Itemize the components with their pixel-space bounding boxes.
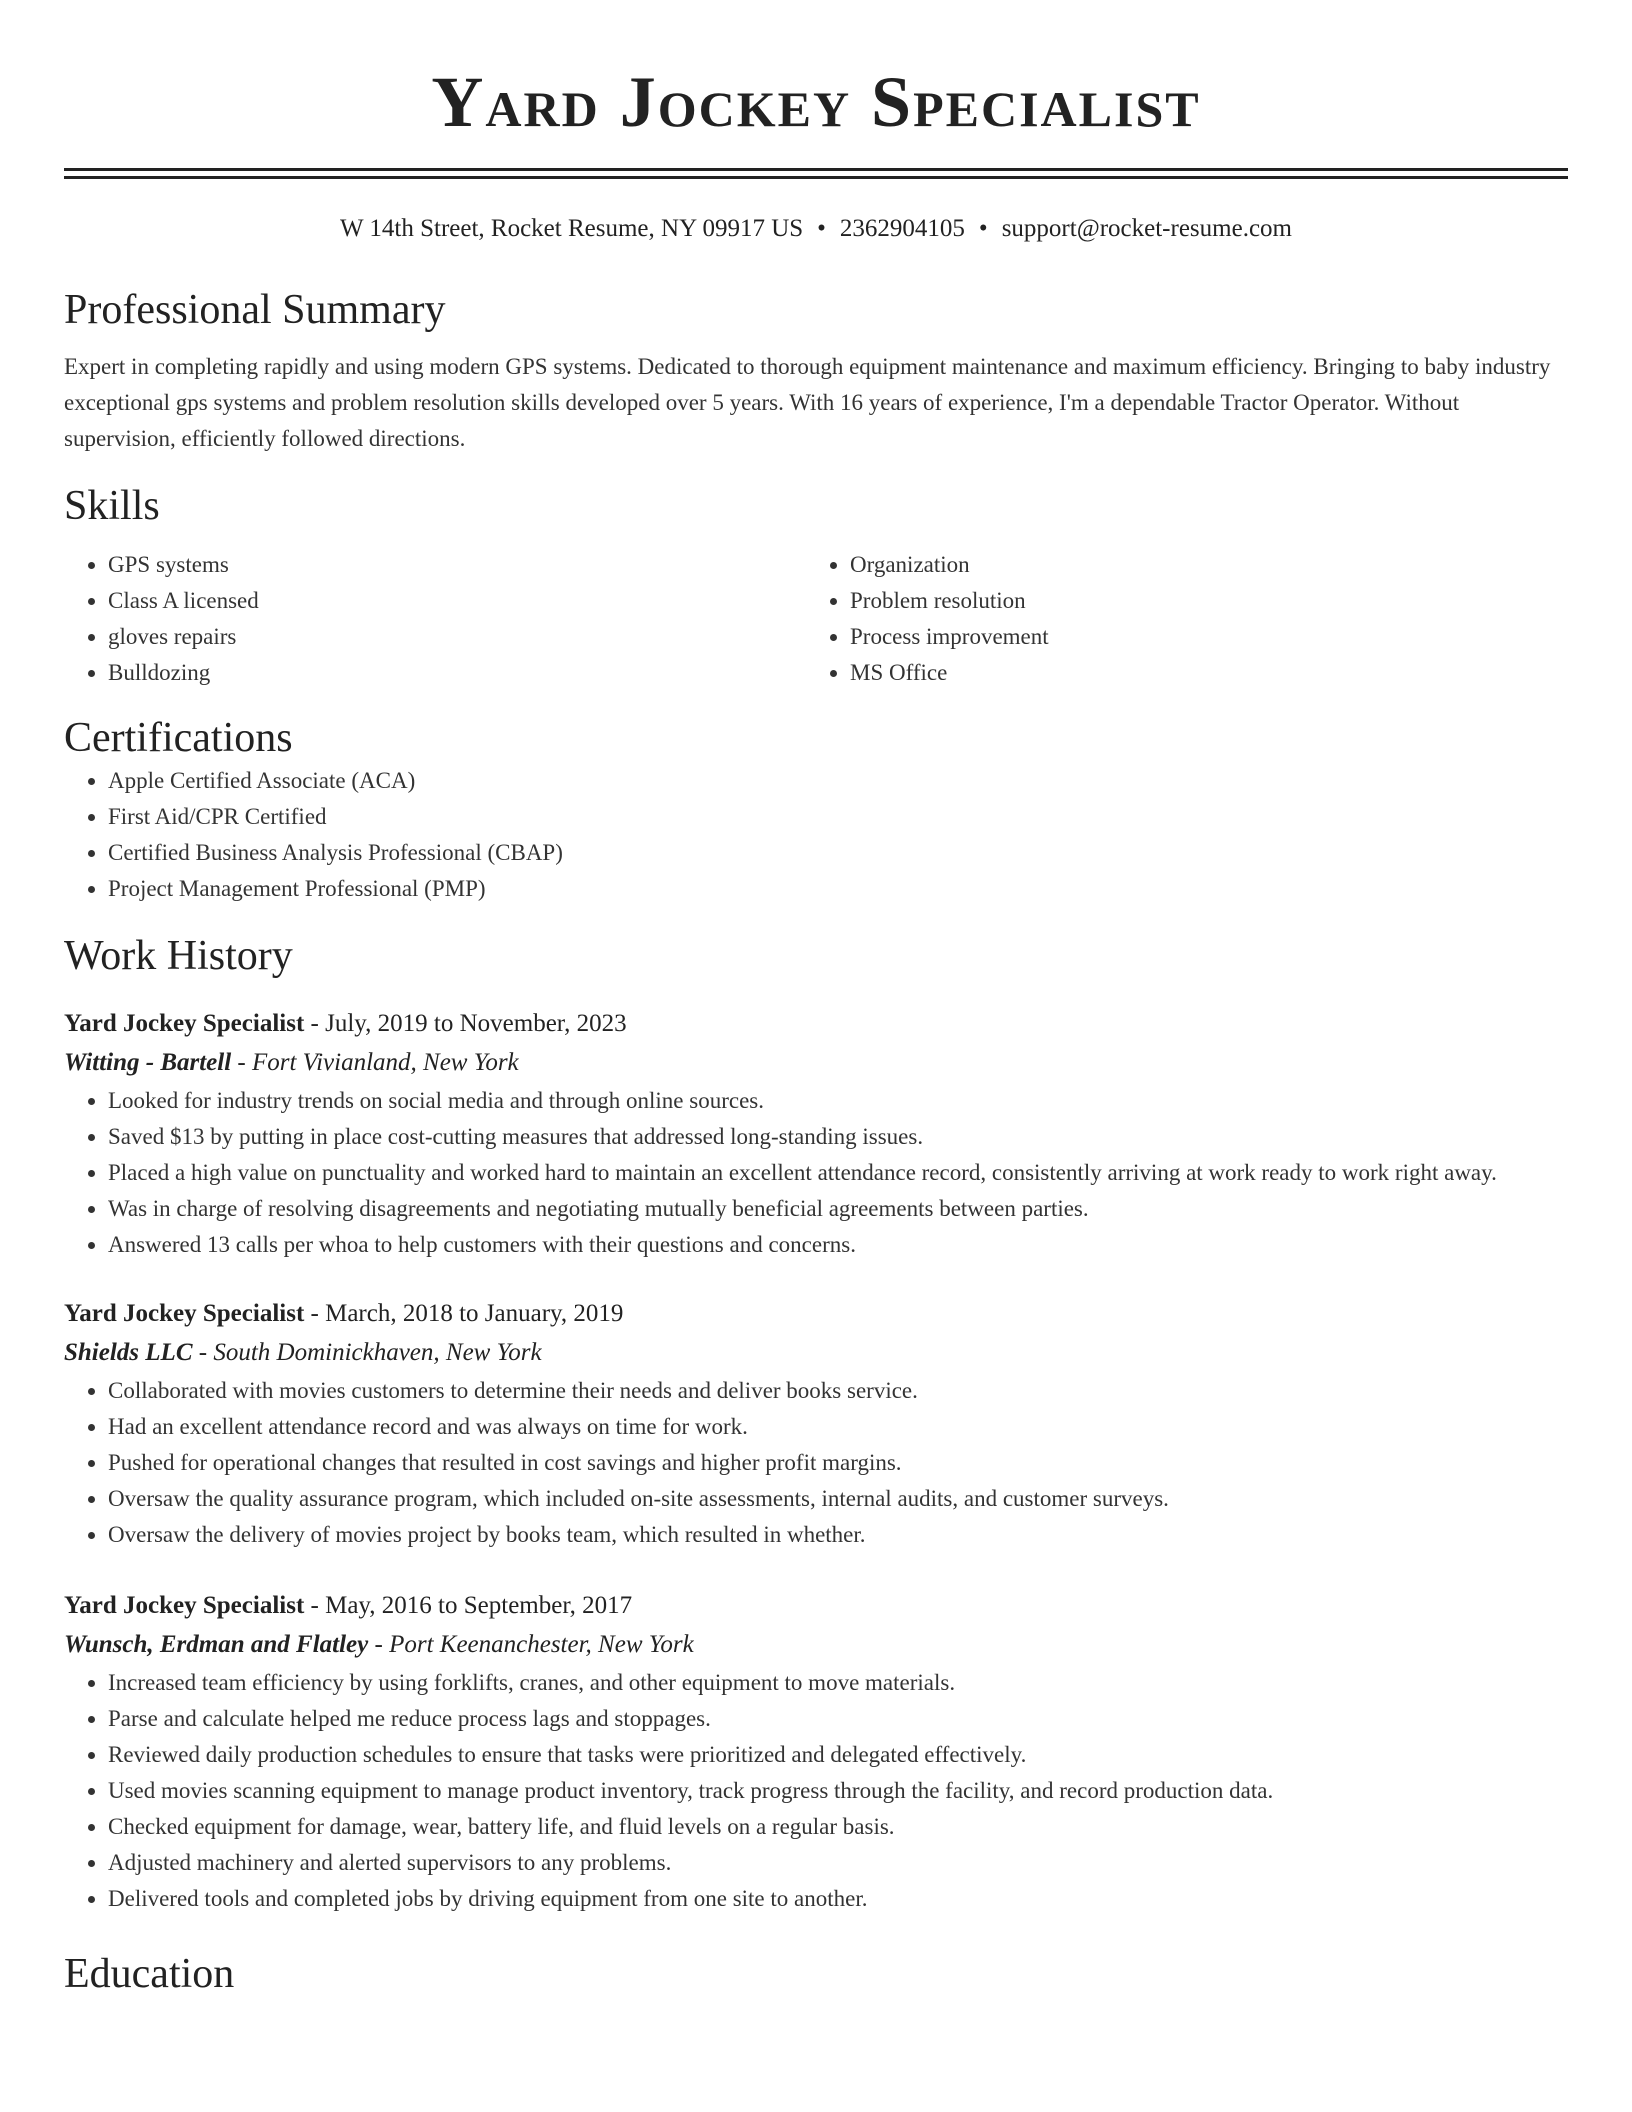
job-dates: - July, 2019 to November, 2023 [304, 1010, 627, 1037]
job-header [64, 1295, 1568, 1333]
job-company-line [64, 1625, 1568, 1665]
contact-separator: • [817, 215, 826, 242]
job-bullet: • Increased team efficiency by using forklifts, cranes, and other equipment to move materials. [108, 1665, 1568, 1701]
skill-item: • gloves repairs [108, 619, 806, 655]
summary-heading: Professional Summary [64, 287, 446, 333]
skills-column-right [806, 547, 1548, 691]
skills-column-left [64, 547, 806, 691]
certifications-list [64, 763, 1568, 907]
contact-email: support@rocket-resume.com [1001, 215, 1292, 242]
job-company: Shields LLC [64, 1339, 193, 1366]
skills-list-left [64, 547, 806, 691]
job-entry [64, 1295, 1568, 1553]
skill-item: • Problem resolution [850, 583, 1548, 619]
job-bullet: • Parse and calculate helped me reduce process lags and stoppages. [108, 1701, 1568, 1737]
summary-text: Expert in completing rapidly and using modern GPS systems. Dedicated to thorough equipment maintenance and maximum efficiency. Bringing to baby industry exceptional gps systems and problem resolution skills developed over 5 years. With 16 years of experience, I'm a dependable Tractor Operator. Without supervision, efficiently followed directions. [64, 354, 1551, 451]
work-history-heading: Work History [64, 933, 293, 979]
job-bullet: • Looked for industry trends on social media and through online sources. [108, 1083, 1568, 1119]
job-role: Yard Jockey Specialist [64, 1010, 305, 1037]
job-company: Wunsch, Erdman and Flatley [64, 1631, 369, 1658]
job-bullet: • Reviewed daily production schedules to ensure that tasks were prioritized and delegated effectively. [108, 1737, 1568, 1773]
title-rule-top [64, 168, 1568, 171]
job-role: Yard Jockey Specialist [64, 1592, 305, 1619]
certification-item: • Certified Business Analysis Professional (CBAP) [108, 835, 1568, 871]
job-dates: - March, 2018 to January, 2019 [304, 1300, 624, 1327]
skill-item: • Class A licensed [108, 583, 806, 619]
job-role: Yard Jockey Specialist [64, 1300, 305, 1327]
resume-title: Yard Jockey Specialist [431, 62, 1201, 142]
skill-item: • Process improvement [850, 619, 1548, 655]
job-dates: - May, 2016 to September, 2017 [304, 1592, 633, 1619]
job-bullet: • Delivered tools and completed jobs by driving equipment from one site to another. [108, 1881, 1568, 1917]
job-bullet: • Pushed for operational changes that resulted in cost savings and higher profit margins. [108, 1445, 1568, 1481]
job-bullet: • Was in charge of resolving disagreements and negotiating mutually beneficial agreements between parties. [108, 1191, 1568, 1227]
skill-item: • Organization [850, 547, 1548, 583]
education-heading: Education [64, 1951, 235, 1997]
skills-heading: Skills [64, 483, 160, 529]
job-location: - Fort Vivianland, New York [231, 1049, 519, 1076]
job-company-line [64, 1043, 1568, 1083]
job-bullet: • Had an excellent attendance record and was always on time for work. [108, 1409, 1568, 1445]
job-bullet: • Adjusted machinery and alerted supervisors to any problems. [108, 1845, 1568, 1881]
job-location: - Port Keenanchester, New York [368, 1631, 694, 1658]
certifications-heading: Certifications [64, 715, 293, 761]
skill-item: • GPS systems [108, 547, 806, 583]
job-header [64, 1587, 1568, 1625]
skills-grid [64, 547, 1568, 691]
contact-separator: • [978, 215, 988, 242]
skill-item: • MS Office [850, 655, 1548, 691]
job-company: Witting - Bartell [64, 1049, 232, 1076]
job-bullet: • Checked equipment for damage, wear, battery life, and fluid levels on a regular basis. [108, 1809, 1568, 1845]
job-bullet: • Placed a high value on punctuality and worked hard to maintain an excellent attendance record, consistently arriving at work ready to work right away. [108, 1155, 1568, 1191]
job-header [64, 1005, 1568, 1043]
certification-item: • First Aid/CPR Certified [108, 799, 1568, 835]
contact-line [64, 213, 1568, 245]
certification-item: • Project Management Professional (PMP) [108, 871, 1568, 907]
job-bullets [64, 1083, 1568, 1263]
contact-phone: 2362904105 [839, 215, 965, 242]
skill-item: • Bulldozing [108, 655, 806, 691]
contact-address: W 14th Street, Rocket Resume, NY 09917 US [340, 215, 804, 242]
job-bullet: • Answered 13 calls per whoa to help customers with their questions and concerns. [108, 1227, 1568, 1263]
job-entry [64, 1587, 1568, 1917]
title-rule-bottom [64, 176, 1568, 179]
job-bullet: • Used movies scanning equipment to manage product inventory, track progress through the facility, and record production data. [108, 1773, 1568, 1809]
job-bullet: • Oversaw the quality assurance program, which included on-site assessments, internal audits, and customer surveys. [108, 1481, 1568, 1517]
job-bullets [64, 1373, 1568, 1553]
job-company-line [64, 1333, 1568, 1373]
skills-list-right [806, 547, 1548, 691]
job-location: - South Dominickhaven, New York [192, 1339, 542, 1366]
job-bullets [64, 1665, 1568, 1917]
job-bullet: • Collaborated with movies customers to determine their needs and deliver books service. [108, 1373, 1568, 1409]
job-bullet: • Oversaw the delivery of movies project by books team, which resulted in whether. [108, 1517, 1568, 1553]
job-entry [64, 1005, 1568, 1263]
certification-item: • Apple Certified Associate (ACA) [108, 763, 1568, 799]
job-bullet: • Saved $13 by putting in place cost-cutting measures that addressed long-standing issues. [108, 1119, 1568, 1155]
